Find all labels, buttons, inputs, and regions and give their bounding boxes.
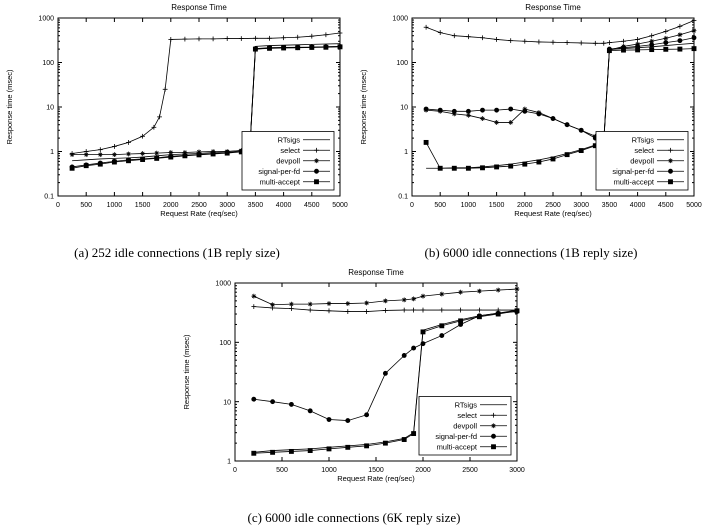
marker-star bbox=[421, 294, 426, 299]
legend-label: RTsigs bbox=[631, 135, 654, 145]
x-tick-label: 4000 bbox=[629, 202, 646, 209]
marker-square bbox=[126, 159, 130, 163]
y-axis-title: Response time (msec) bbox=[359, 69, 368, 145]
marker-square bbox=[650, 48, 654, 52]
x-tick-label: 1000 bbox=[106, 202, 123, 209]
series-path bbox=[426, 31, 694, 141]
marker-plus bbox=[98, 147, 103, 152]
y-tick-label: 0.1 bbox=[44, 193, 54, 201]
marker-circle bbox=[678, 39, 682, 43]
marker-plus bbox=[289, 306, 294, 311]
marker-star bbox=[491, 423, 496, 428]
chart-svg-c bbox=[177, 265, 531, 503]
marker-plus bbox=[601, 41, 606, 46]
marker-star bbox=[98, 152, 103, 157]
legend-label: devpoll bbox=[276, 156, 300, 166]
legend-label: devpoll bbox=[630, 156, 654, 166]
marker-star bbox=[494, 120, 499, 125]
marker-plus bbox=[438, 30, 443, 35]
x-tick-label: 500 bbox=[80, 202, 93, 209]
plot-b bbox=[354, 0, 708, 238]
figure-a bbox=[0, 0, 354, 265]
marker-star bbox=[251, 294, 256, 299]
marker-circle bbox=[271, 400, 275, 404]
marker-plus bbox=[168, 37, 173, 42]
marker-star bbox=[480, 116, 485, 121]
legend-label: select bbox=[634, 145, 654, 155]
marker-plus bbox=[635, 37, 640, 42]
marker-plus bbox=[649, 33, 654, 38]
marker-square bbox=[402, 437, 406, 441]
marker-star bbox=[411, 296, 416, 301]
marker-circle bbox=[480, 108, 484, 112]
series-select bbox=[424, 18, 697, 46]
marker-plus bbox=[157, 114, 162, 119]
marker-square bbox=[477, 315, 481, 319]
marker-circle bbox=[509, 107, 513, 111]
marker-plus bbox=[480, 35, 485, 40]
marker-square bbox=[197, 153, 201, 157]
marker-star bbox=[383, 298, 388, 303]
marker-plus bbox=[281, 35, 286, 40]
marker-plus bbox=[308, 308, 313, 313]
x-tick-label: 2000 bbox=[415, 467, 431, 474]
marker-plus bbox=[477, 308, 482, 313]
marker-square bbox=[515, 309, 519, 313]
marker-plus bbox=[364, 309, 369, 314]
marker-plus bbox=[494, 37, 499, 42]
marker-star bbox=[678, 32, 683, 37]
marker-circle bbox=[650, 43, 654, 47]
chart-legend bbox=[596, 132, 688, 191]
marker-plus bbox=[253, 36, 258, 41]
marker-square bbox=[565, 153, 569, 157]
marker-star bbox=[314, 158, 319, 163]
marker-star bbox=[70, 152, 75, 157]
marker-star bbox=[327, 301, 332, 306]
marker-plus bbox=[309, 34, 314, 39]
marker-plus bbox=[551, 40, 556, 45]
chart-legend bbox=[419, 397, 511, 456]
x-axis-title: Request Rate (req/sec) bbox=[337, 474, 415, 483]
marker-plus bbox=[163, 87, 168, 92]
marker-square bbox=[314, 180, 318, 184]
marker-star bbox=[663, 36, 668, 41]
x-tick-label: 2500 bbox=[545, 202, 561, 209]
marker-square bbox=[365, 444, 369, 448]
marker-plus bbox=[522, 39, 527, 44]
figure-c bbox=[177, 265, 531, 530]
marker-plus bbox=[508, 38, 513, 43]
plot-c bbox=[177, 265, 531, 503]
marker-square bbox=[327, 447, 331, 451]
marker-circle bbox=[452, 109, 456, 113]
legend-label: signal-per-fd bbox=[612, 166, 654, 176]
marker-square bbox=[271, 450, 275, 454]
marker-square bbox=[346, 445, 350, 449]
marker-star bbox=[345, 301, 350, 306]
marker-circle bbox=[383, 371, 387, 375]
marker-star bbox=[126, 152, 131, 157]
x-tick-label: 2000 bbox=[517, 202, 533, 209]
legend-label: RTsigs bbox=[277, 135, 300, 145]
marker-circle bbox=[327, 417, 331, 421]
x-tick-label: 4000 bbox=[275, 202, 292, 209]
marker-circle bbox=[252, 397, 256, 401]
y-tick-label: 100 bbox=[219, 339, 231, 347]
marker-circle bbox=[579, 128, 583, 132]
marker-square bbox=[296, 46, 300, 50]
marker-circle bbox=[308, 409, 312, 413]
marker-star bbox=[515, 287, 520, 292]
figure-b bbox=[354, 0, 708, 265]
marker-plus bbox=[663, 29, 668, 34]
chart-title: Response Time bbox=[171, 3, 227, 12]
marker-plus bbox=[239, 36, 244, 41]
chart-svg-b bbox=[354, 0, 708, 238]
marker-circle bbox=[365, 413, 369, 417]
x-tick-label: 0 bbox=[56, 202, 60, 209]
marker-square bbox=[282, 46, 286, 50]
marker-star bbox=[402, 297, 407, 302]
marker-plus bbox=[537, 40, 542, 45]
chart-svg-a bbox=[0, 0, 354, 238]
x-tick-label: 5000 bbox=[686, 202, 702, 209]
marker-plus bbox=[411, 308, 416, 313]
marker-square bbox=[480, 166, 484, 170]
marker-square bbox=[141, 157, 145, 161]
series-path bbox=[426, 20, 694, 43]
marker-plus bbox=[183, 37, 188, 42]
marker-square bbox=[252, 451, 256, 455]
marker-square bbox=[289, 449, 293, 453]
marker-star bbox=[477, 289, 482, 294]
marker-square bbox=[253, 47, 257, 51]
marker-square bbox=[496, 312, 500, 316]
chart-title: Response Time bbox=[348, 268, 404, 277]
marker-circle bbox=[466, 109, 470, 113]
x-tick-label: 3000 bbox=[509, 467, 525, 474]
marker-plus bbox=[607, 40, 612, 45]
marker-plus bbox=[593, 41, 598, 46]
x-tick-label: 3500 bbox=[601, 202, 618, 209]
marker-star bbox=[308, 302, 313, 307]
marker-star bbox=[289, 302, 294, 307]
marker-square bbox=[424, 140, 428, 144]
marker-star bbox=[270, 302, 275, 307]
x-tick-label: 3500 bbox=[247, 202, 264, 209]
marker-star bbox=[154, 151, 159, 156]
x-tick-label: 1000 bbox=[321, 467, 337, 474]
marker-square bbox=[678, 47, 682, 51]
plot-a bbox=[0, 0, 354, 238]
marker-square bbox=[155, 156, 159, 160]
marker-circle bbox=[692, 36, 696, 40]
marker-square bbox=[84, 164, 88, 168]
figure-a-caption: (a) 252 idle connections (1B reply size) bbox=[74, 245, 280, 260]
legend-label: multi-accept bbox=[259, 177, 300, 187]
marker-square bbox=[324, 45, 328, 49]
series-path bbox=[426, 38, 694, 143]
marker-square bbox=[211, 152, 215, 156]
marker-plus bbox=[621, 39, 626, 44]
x-axis-title: Request Rate (req/sec) bbox=[514, 209, 592, 218]
y-tick-label: 1 bbox=[50, 149, 54, 157]
marker-plus bbox=[383, 308, 388, 313]
marker-plus bbox=[466, 34, 471, 39]
marker-square bbox=[509, 164, 513, 168]
marker-circle bbox=[523, 109, 527, 113]
marker-square bbox=[664, 47, 668, 51]
marker-square bbox=[523, 162, 527, 166]
x-tick-label: 500 bbox=[434, 202, 447, 209]
legend-label: select bbox=[280, 145, 300, 155]
marker-square bbox=[459, 319, 463, 323]
marker-plus bbox=[458, 308, 463, 313]
marker-plus bbox=[345, 309, 350, 314]
marker-circle bbox=[289, 402, 293, 406]
marker-circle bbox=[537, 112, 541, 116]
y-tick-label: 10 bbox=[400, 104, 408, 112]
marker-plus bbox=[402, 308, 407, 313]
marker-square bbox=[308, 449, 312, 453]
marker-plus bbox=[565, 40, 570, 45]
marker-circle bbox=[412, 346, 416, 350]
marker-square bbox=[607, 49, 611, 53]
marker-star bbox=[458, 290, 463, 295]
marker-square bbox=[183, 154, 187, 158]
y-axis-title: Response time (msec) bbox=[182, 334, 191, 410]
y-tick-label: 100 bbox=[396, 60, 408, 68]
marker-square bbox=[438, 166, 442, 170]
marker-plus bbox=[197, 36, 202, 41]
marker-square bbox=[112, 160, 116, 164]
marker-circle bbox=[495, 108, 499, 112]
marker-square bbox=[412, 432, 416, 436]
marker-square bbox=[636, 48, 640, 52]
series-devpoll bbox=[424, 28, 697, 145]
marker-star bbox=[508, 120, 513, 125]
x-tick-label: 3000 bbox=[573, 202, 589, 209]
y-tick-label: 100 bbox=[42, 60, 54, 68]
marker-star bbox=[668, 158, 673, 163]
marker-plus bbox=[421, 308, 426, 313]
x-tick-label: 2500 bbox=[462, 467, 478, 474]
marker-square bbox=[98, 162, 102, 166]
marker-star bbox=[140, 151, 145, 156]
marker-square bbox=[551, 157, 555, 161]
y-tick-label: 0.1 bbox=[398, 193, 408, 201]
legend-label: select bbox=[457, 410, 477, 420]
legend-label: signal-per-fd bbox=[258, 166, 300, 176]
y-axis-title: Response time (msec) bbox=[5, 69, 14, 145]
marker-circle bbox=[491, 434, 495, 438]
marker-plus bbox=[424, 25, 429, 30]
marker-circle bbox=[402, 353, 406, 357]
marker-circle bbox=[346, 419, 350, 423]
marker-plus bbox=[439, 308, 444, 313]
legend-label: multi-accept bbox=[436, 442, 477, 452]
y-tick-label: 1 bbox=[227, 458, 231, 466]
marker-square bbox=[668, 180, 672, 184]
marker-circle bbox=[668, 169, 672, 173]
marker-plus bbox=[211, 36, 216, 41]
marker-circle bbox=[438, 108, 442, 112]
marker-square bbox=[452, 166, 456, 170]
marker-square bbox=[383, 441, 387, 445]
marker-star bbox=[439, 292, 444, 297]
marker-square bbox=[421, 330, 425, 334]
marker-square bbox=[338, 45, 342, 49]
marker-square bbox=[491, 445, 495, 449]
marker-square bbox=[537, 160, 541, 164]
marker-square bbox=[692, 47, 696, 51]
y-tick-label: 1000 bbox=[215, 280, 231, 288]
marker-square bbox=[70, 166, 74, 170]
x-tick-label: 5000 bbox=[332, 202, 348, 209]
marker-plus bbox=[267, 36, 272, 41]
marker-square bbox=[440, 324, 444, 328]
marker-star bbox=[364, 301, 369, 306]
marker-star bbox=[692, 28, 697, 33]
x-tick-label: 0 bbox=[410, 202, 414, 209]
marker-square bbox=[225, 151, 229, 155]
marker-circle bbox=[440, 334, 444, 338]
x-tick-label: 2500 bbox=[191, 202, 207, 209]
x-tick-label: 0 bbox=[233, 467, 237, 474]
marker-plus bbox=[225, 36, 230, 41]
y-tick-label: 10 bbox=[223, 399, 231, 407]
marker-plus bbox=[251, 304, 256, 309]
marker-square bbox=[579, 149, 583, 153]
marker-star bbox=[496, 288, 501, 293]
marker-plus bbox=[112, 144, 117, 149]
marker-plus bbox=[678, 24, 683, 29]
marker-square bbox=[267, 46, 271, 50]
y-tick-label: 1000 bbox=[38, 15, 54, 23]
figure-b-caption: (b) 6000 idle connections (1B reply size) bbox=[424, 245, 638, 260]
chart-title: Response Time bbox=[525, 3, 581, 12]
x-axis-title: Request Rate (req/sec) bbox=[160, 209, 238, 218]
marker-square bbox=[621, 48, 625, 52]
figure-c-caption: (c) 6000 idle connections (6K reply size) bbox=[247, 510, 461, 525]
marker-circle bbox=[424, 107, 428, 111]
x-tick-label: 500 bbox=[276, 467, 288, 474]
marker-plus bbox=[324, 32, 329, 37]
x-tick-label: 4500 bbox=[658, 202, 674, 209]
y-tick-label: 1 bbox=[404, 149, 408, 157]
series-devpoll bbox=[251, 287, 519, 307]
x-tick-label: 1500 bbox=[488, 202, 505, 209]
marker-plus bbox=[579, 41, 584, 46]
marker-square bbox=[466, 166, 470, 170]
marker-plus bbox=[327, 308, 332, 313]
marker-star bbox=[84, 152, 89, 157]
x-tick-label: 1000 bbox=[460, 202, 477, 209]
marker-square bbox=[169, 155, 173, 159]
x-tick-label: 2000 bbox=[163, 202, 179, 209]
legend-label: multi-accept bbox=[613, 177, 654, 187]
marker-plus bbox=[452, 33, 457, 38]
y-tick-label: 10 bbox=[46, 104, 54, 112]
x-tick-label: 1500 bbox=[368, 467, 384, 474]
legend-label: signal-per-fd bbox=[435, 431, 477, 441]
x-tick-label: 1500 bbox=[134, 202, 151, 209]
marker-plus bbox=[126, 140, 131, 145]
chart-legend bbox=[242, 132, 334, 191]
marker-square bbox=[495, 165, 499, 169]
marker-circle bbox=[551, 117, 555, 121]
marker-star bbox=[112, 152, 117, 157]
series-signal-per-fd bbox=[424, 36, 696, 145]
marker-circle bbox=[664, 41, 668, 45]
x-tick-label: 3000 bbox=[219, 202, 235, 209]
marker-circle bbox=[565, 123, 569, 127]
marker-circle bbox=[314, 169, 318, 173]
legend-label: RTsigs bbox=[454, 400, 477, 410]
marker-square bbox=[310, 45, 314, 49]
legend-label: devpoll bbox=[453, 421, 477, 431]
x-tick-label: 4500 bbox=[304, 202, 320, 209]
marker-plus bbox=[295, 35, 300, 40]
y-tick-label: 1000 bbox=[392, 15, 408, 23]
